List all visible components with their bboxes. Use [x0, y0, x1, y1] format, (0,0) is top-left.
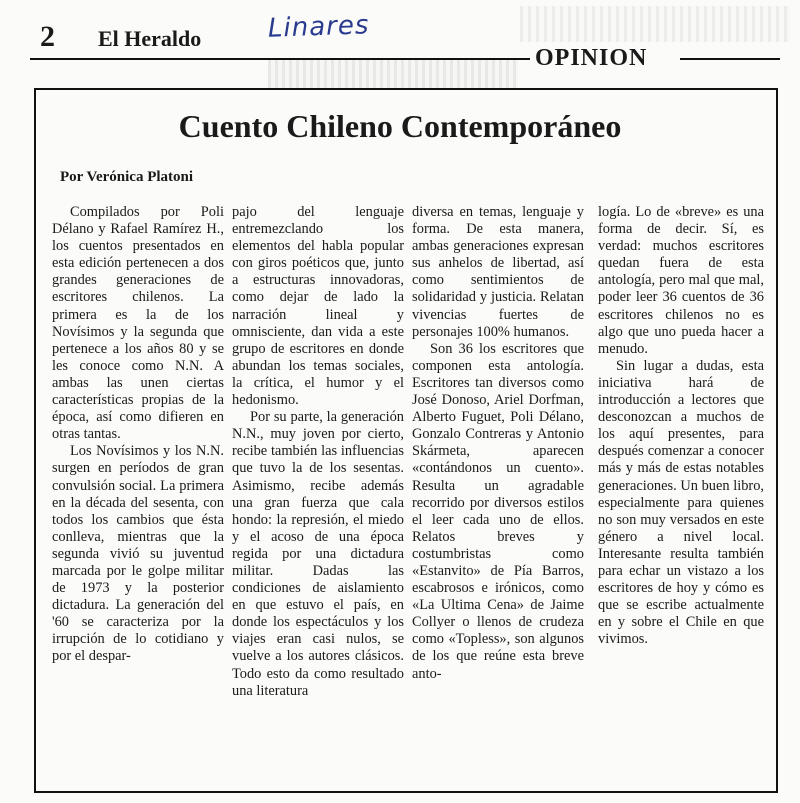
paragraph: Sin lugar a dudas, esta iniciativa hará de introducción a lectores que desconozcan a muchos de los aquí presentes, para después comenzar a conocer más y más de estas notables generaciones. Un buen libro, especialmente para quienes no son muy versados en este género a nivel local. Interesante resulta también para echar un vistazo a los escritores de hoy y cómo es que se escribe actualmente en y sobre el Chile en que vivimos.	[598, 357, 764, 648]
text-column-2	[232, 204, 404, 700]
paragraph: Los Novísimos y los N.N. surgen en períodos de gran convulsión social. La primera en la década del sesenta, con todos los cambios que ésta conlleva, mientras que la segunda vivió su juventud marcada por le golpe militar de 1973 y la posterior dictadura. La generación del '60 se caracteriza por la irrupción de lo cotidiano y por el despar-	[52, 443, 224, 665]
paragraph: pajo del lenguaje entremezclando los elementos del habla popular con giros poéticos que, junto a estructuras innovadoras, como dejar de lado la narración lineal y omnisciente, dan vida a este grupo de escritores en donde abundan los temas sociales, la crítica, el humor y el hedonismo.	[232, 204, 404, 409]
handwritten-annotation: Linares	[267, 10, 370, 44]
paragraph: Compilados por Poli Délano y Rafael Ramírez H., los cuentos presentados en esta edición pertenecen a dos grandes generaciones de escritores chilenos. La primera es la de los Novísimos y la segunda que pertenece a los años 80 y se les conoce como N.N. A ambas las unen ciertas características propias de la época, así como difieren en otras tantas.	[52, 204, 224, 443]
masthead-rule-right	[680, 58, 780, 60]
newspaper-name: El Heraldo	[98, 26, 202, 51]
paragraph: Son 36 los escritores que componen esta antología. Escritores tan diversos como José Donoso, Ariel Dorfman, Alberto Fuguet, Poli Délano, Gonzalo Contreras y Antonio Skármeta, aparecen «contándonos un cuento». Resulta un agradable recorrido por diversos estilos el leer cada uno de ellos. Relatos breves y costumbristas como «Estanvito» de Pía Barros, escabrosos e irónicos, como «La Ultima Cena» de Jaime Collyer o llenos de crudeza como «Topless», son algunos de los que reúne esta breve anto-	[412, 340, 584, 682]
section-label: OPINION	[535, 45, 648, 71]
paragraph: Por su parte, la generación N.N., muy joven por cierto, recibe también las influencias que tuvo la de los sesentas. Asimismo, recibe además una gran fuerza que cala hondo: la represión, el miedo y el acoso de una época regida por una dictadura militar. Dadas las condiciones de aislamiento en que estuvo el país, en donde los espectáculos y los viajes eran casi nulos, se vuelve a los autores clásicos. Todo esto da como resultado una literatura	[232, 409, 404, 699]
masthead-texture	[268, 60, 518, 88]
page-number: 2	[40, 20, 55, 53]
masthead-rule	[30, 58, 530, 60]
paragraph: logía. Lo de «breve» es una forma de decir. Sí, es verdad: muchos escritores quedan fuera de esta antología, pero mal que mal, poder leer 36 cuentos de 36 escritores chilenos no es algo que uno pueda hacer a menudo.	[598, 204, 764, 357]
text-column-3	[412, 204, 584, 683]
text-column-4	[598, 204, 764, 648]
article-byline: Por Verónica Platoni	[60, 169, 194, 185]
masthead	[0, 0, 800, 90]
text-column-1	[52, 204, 224, 666]
article-title: Cuento Chileno Contemporáneo	[178, 108, 622, 144]
paragraph: diversa en temas, lenguaje y forma. De esta manera, ambas generaciones expresan sus anhelos de libertad, así como sentimientos de solidaridad y justicia. Relatan vivencias fuertes de personajes 100% humanos.	[412, 204, 584, 340]
masthead-texture-right	[520, 6, 790, 42]
